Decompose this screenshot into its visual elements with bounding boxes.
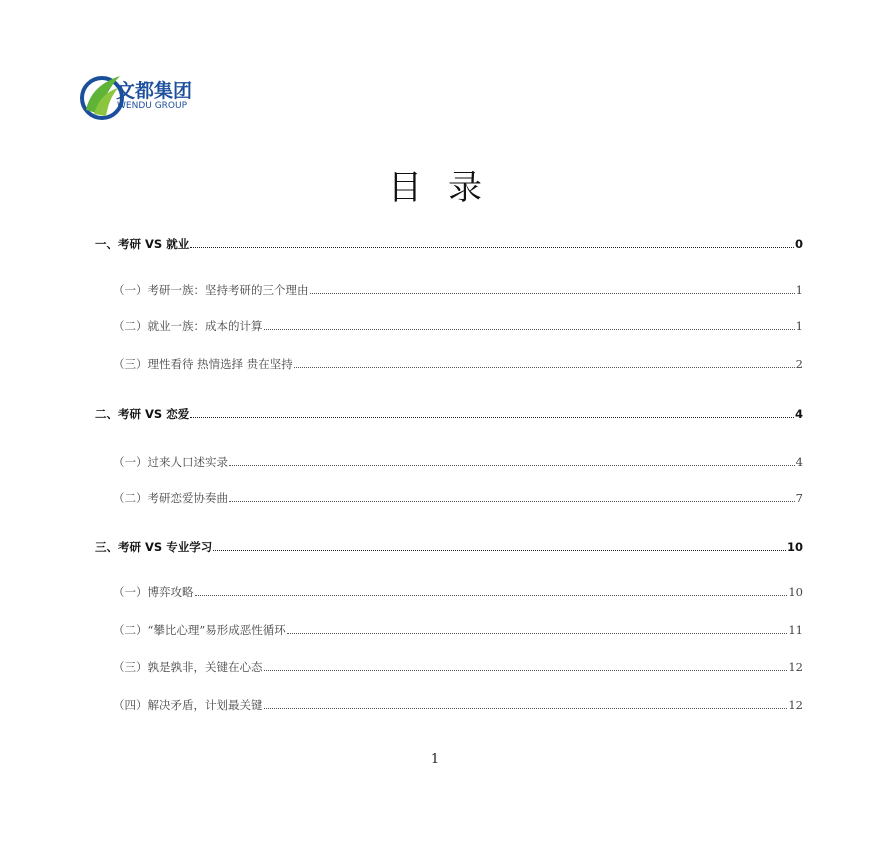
toc-entry[interactable]	[95, 536, 803, 554]
toc-entry[interactable]	[113, 353, 803, 371]
toc-entry-page: 1	[795, 283, 803, 297]
toc-entry-page: 11	[788, 623, 803, 637]
toc-dot-leader	[294, 366, 795, 368]
toc-dot-leader	[229, 464, 795, 466]
toc-entry-title: 三、考研 VS 专业学习	[95, 540, 213, 554]
toc-entry-title: （二）考研恋爱协奏曲	[113, 491, 228, 505]
toc-entry-page: 10	[786, 540, 803, 554]
toc-entry[interactable]	[113, 451, 803, 469]
toc-dot-leader	[190, 246, 794, 248]
toc-entry-title: （二）“攀比心理”易形成恶性循环	[113, 623, 286, 637]
toc-entry-page: 4	[795, 455, 803, 469]
toc-entry[interactable]	[113, 581, 803, 599]
toc-entry-title: （三）理性看待 热情选择 贵在坚持	[113, 357, 293, 371]
company-logo	[80, 70, 200, 130]
toc-dot-leader	[264, 328, 795, 330]
toc-entry-title: （一）过来人口述实录	[113, 455, 228, 469]
toc-entry-page: 2	[795, 357, 803, 371]
toc-entry[interactable]	[113, 315, 803, 333]
toc-dot-leader	[190, 416, 794, 418]
toc-dot-leader	[195, 594, 788, 596]
toc-dot-leader	[229, 500, 795, 502]
toc-entry-page: 1	[795, 319, 803, 333]
toc-dot-leader	[264, 707, 788, 709]
toc-entry[interactable]	[113, 279, 803, 297]
toc-entry-page: 10	[788, 585, 803, 599]
toc-entry[interactable]	[113, 619, 803, 637]
page-title: 目录	[388, 168, 508, 208]
toc-dot-leader	[310, 292, 795, 294]
logo-name-cn: 文都集团	[116, 80, 193, 102]
toc-dot-leader	[213, 549, 786, 551]
toc-entry-title: （三）孰是孰非，关键在心态	[113, 660, 263, 674]
toc-entry[interactable]	[113, 487, 803, 505]
toc-entry-title: 二、考研 VS 恋爱	[95, 407, 190, 421]
toc-entry-page: 0	[794, 237, 803, 251]
toc-entry-title: （一）博弈攻略	[113, 585, 194, 599]
toc-entry-page: 12	[788, 660, 803, 674]
toc-entry[interactable]	[95, 233, 803, 251]
toc-entry[interactable]	[113, 656, 803, 674]
toc-entry-title: （四）解决矛盾，计划最关键	[113, 698, 263, 712]
toc-entry-page: 7	[795, 491, 803, 505]
toc-entry-title: 一、考研 VS 就业	[95, 237, 190, 251]
toc-entry-title: （二）就业一族：成本的计算	[113, 319, 263, 333]
toc-entry-page: 4	[794, 407, 803, 421]
toc-entry-page: 12	[788, 698, 803, 712]
toc-dot-leader	[264, 669, 788, 671]
toc-entry[interactable]	[95, 403, 803, 421]
page-number: 1	[430, 752, 440, 767]
logo-name-en: WENDU GROUP	[117, 101, 188, 111]
toc-entry[interactable]	[113, 694, 803, 712]
toc-entry-title: （一）考研一族：坚持考研的三个理由	[113, 283, 309, 297]
toc-dot-leader	[287, 632, 788, 634]
